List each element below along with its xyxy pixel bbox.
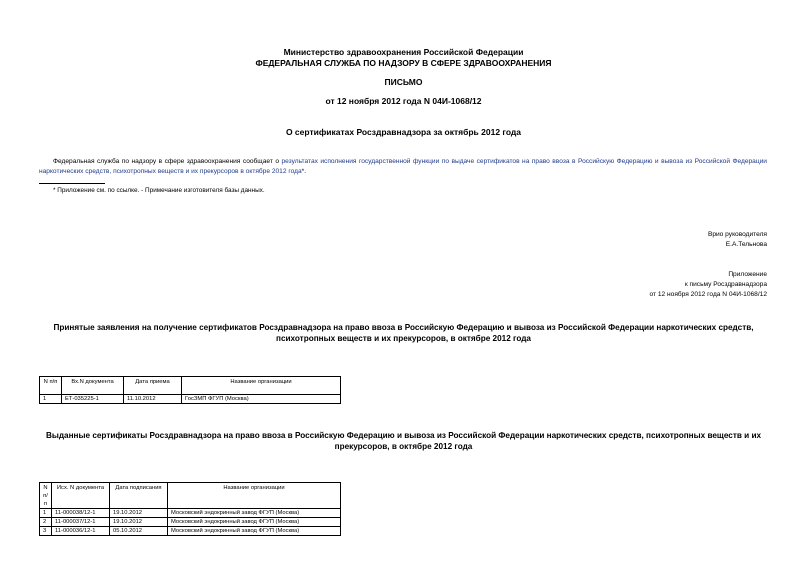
- signature-name: Е.А.Тельнова: [725, 241, 767, 248]
- table-row: [40, 527, 341, 536]
- ministry-name: Министерство здравоохранения Российской Федерации: [283, 47, 524, 57]
- table-row: [40, 509, 341, 518]
- document-date-number: от 12 ноября 2012 года N 04И-1068/12: [325, 96, 482, 106]
- footnote: * Приложение см. по ссылке. - Примечание изготовителя базы данных.: [53, 187, 265, 194]
- table-cell: ЕТ-035225-1: [62, 395, 124, 404]
- table-header-row: [40, 483, 341, 509]
- table-cell: 11-000038/12-1: [52, 509, 110, 518]
- appendix-label: Приложение: [728, 271, 767, 278]
- results-link[interactable]: результатах исполнения государственной функции по выдаче сертификатов на право ввоза в Российскую Федерацию и вывоза из Российской Федерации наркотических средств, психотропных веществ и их прекурсоров в октябре 2012 года: [39, 158, 767, 175]
- footnote-divider: [39, 183, 105, 184]
- certificates-table: [39, 482, 341, 536]
- column-header: Название организации: [168, 483, 341, 509]
- section1-title: Принятые заявления на получение сертификатов Росздравнадзора на право ввоза в Российскую Федерацию и вывоза из Российской Федерации наркотических средств, психотропных веществ и их прекурсоров, в октябре 2012 года: [53, 323, 754, 343]
- document-type: ПИСЬМО: [384, 77, 423, 87]
- table-cell: 19.10.2012: [110, 509, 168, 518]
- table-cell: ГосЗМП ФГУП (Москва): [182, 395, 341, 404]
- table-cell: Московский эндокринный завод ФГУП (Москва): [168, 527, 341, 536]
- body-paragraph: [39, 157, 767, 177]
- table-cell: Московский эндокринный завод ФГУП (Москва): [168, 518, 341, 527]
- table-cell: 19.10.2012: [110, 518, 168, 527]
- column-header: Вх.N документа: [62, 377, 124, 395]
- table-cell: 1: [40, 509, 52, 518]
- table-cell: 11.10.2012: [124, 395, 182, 404]
- table-header-row: [40, 377, 341, 395]
- column-header: Исх. N документа: [52, 483, 110, 509]
- section2-title: Выданные сертификаты Росздравнадзора на право ввоза в Российскую Федерацию и вывоза из Российской Федерации наркотических средств, психотропных веществ и их прекурсоров, в октябре 2012 года: [45, 431, 762, 451]
- appendix-date: от 12 ноября 2012 года N 04И-1068/12: [649, 291, 767, 298]
- appendix-reference: к письму Росздравнадзора: [684, 281, 767, 288]
- appendix-block: [649, 270, 767, 300]
- table-cell: 11-000037/12-1: [52, 518, 110, 527]
- body-intro: Федеральная служба по надзору в сфере здравоохранения сообщает о: [53, 158, 282, 165]
- signature-position: Врио руководителя: [707, 231, 767, 238]
- body-suffix: *.: [301, 168, 307, 175]
- table-row: [40, 395, 341, 404]
- column-header: Дата подписания: [110, 483, 168, 509]
- table-cell: Московский эндокринный завод ФГУП (Москва): [168, 509, 341, 518]
- column-header: N п/п: [40, 483, 52, 509]
- table-cell: 05.10.2012: [110, 527, 168, 536]
- column-header: N п/п: [40, 377, 62, 395]
- table-cell: 11-000036/12-1: [52, 527, 110, 536]
- signature-block: [708, 230, 767, 250]
- table-cell: 2: [40, 518, 52, 527]
- table-cell: 1: [40, 395, 62, 404]
- table-cell: 3: [40, 527, 52, 536]
- table-row: [40, 518, 341, 527]
- column-header: Дата приема: [124, 377, 182, 395]
- document-subject: О сертификатах Росздравнадзора за октябрь 2012 года: [285, 127, 522, 137]
- applications-table: [39, 376, 341, 404]
- column-header: Название организации: [182, 377, 341, 395]
- service-name: ФЕДЕРАЛЬНАЯ СЛУЖБА ПО НАДЗОРУ В СФЕРЕ ЗДРАВООХРАНЕНИЯ: [255, 58, 552, 68]
